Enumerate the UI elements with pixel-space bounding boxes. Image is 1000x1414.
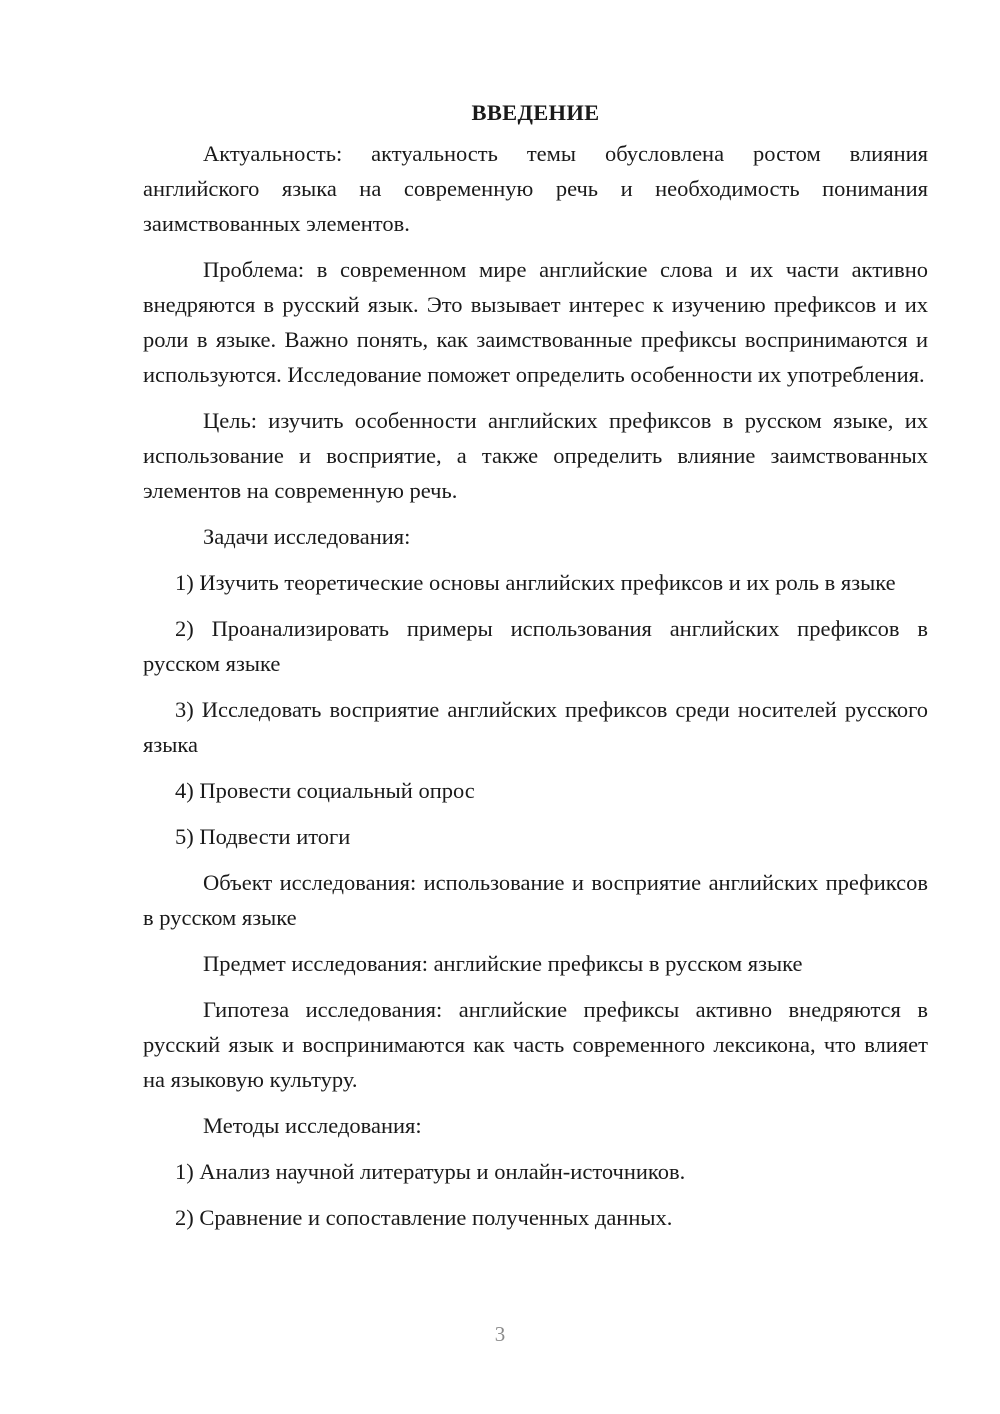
method-item: 1) Анализ научной литературы и онлайн-источников. bbox=[175, 1159, 686, 1184]
page-number: 3 bbox=[494, 1322, 506, 1346]
task-item: 5) Подвести итоги bbox=[175, 824, 351, 849]
page-content bbox=[143, 95, 928, 1246]
hypothesis-paragraph: Гипотеза исследования: английские префиксы активно внедряются в русский язык и воспринимаются как часть современного лексикона, что влияет на языковую культуру. bbox=[143, 997, 928, 1092]
object-paragraph: Объект исследования: использование и восприятие английских префиксов в русском языке bbox=[143, 870, 928, 930]
task-item: 2) Проанализировать примеры использования английских префиксов в русском языке bbox=[143, 616, 928, 676]
goal-paragraph: Цель: изучить особенности английских префиксов в русском языке, их использование и восприятие, а также определить влияние заимствованных элементов на современную речь. bbox=[143, 408, 928, 503]
page-title: ВВЕДЕНИЕ bbox=[471, 100, 600, 125]
tasks-heading: Задачи исследования: bbox=[203, 524, 411, 549]
task-item: 1) Изучить теоретические основы английских префиксов и их роль в языке bbox=[175, 570, 896, 595]
task-item: 4) Провести социальный опрос bbox=[175, 778, 475, 803]
method-item: 2) Сравнение и сопоставление полученных данных. bbox=[175, 1205, 673, 1230]
problem-paragraph: Проблема: в современном мире английские слова и их части активно внедряются в русский язык. Это вызывает интерес к изучению префиксов и их роли в языке. Важно понять, как заимствованные префиксы воспринимаются и используются. Исследование поможет определить особенности их употребления. bbox=[143, 257, 928, 387]
relevance-paragraph: Актуальность: актуальность темы обусловлена ростом влияния английского языка на современную речь и необходимость понимания заимствованных элементов. bbox=[143, 141, 928, 236]
subject-paragraph: Предмет исследования: английские префиксы в русском языке bbox=[203, 951, 803, 976]
methods-heading: Методы исследования: bbox=[203, 1113, 422, 1138]
task-item: 3) Исследовать восприятие английских префиксов среди носителей русского языка bbox=[143, 697, 928, 757]
